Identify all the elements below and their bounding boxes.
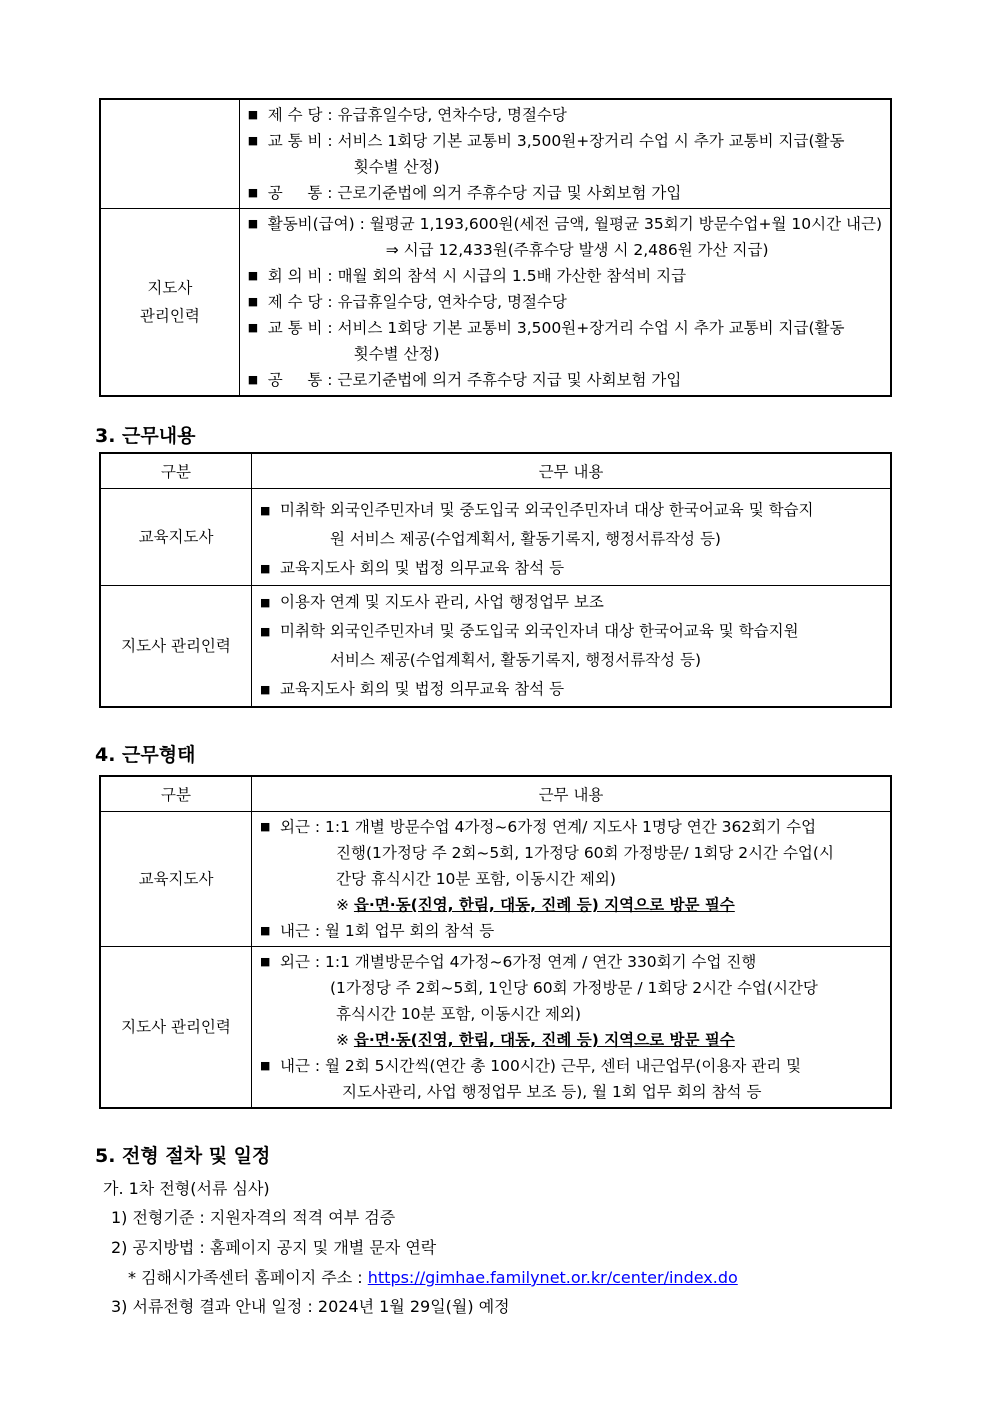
list-item-continued: 휴식시간 10분 포함, 이동시간 제외) bbox=[336, 1005, 582, 1023]
list-item-continued bbox=[260, 892, 882, 918]
work-type-table bbox=[99, 775, 892, 1109]
table-row bbox=[100, 812, 891, 947]
row-label: 지도사 관리인력 bbox=[100, 947, 252, 1109]
homepage-link[interactable]: https://gimhae.familynet.or.kr/center/index.do bbox=[367, 1268, 738, 1287]
homepage-note-label: * 김해시가족센터 홈페이지 주소 : bbox=[128, 1268, 368, 1287]
list-item: ■ 외근 : 1:1 개별방문수업 4가정~6가정 연계 / 연간 330회기 수업 진행 bbox=[260, 949, 882, 975]
list-item: ■ 미취학 외국인주민자녀 및 중도입국 외국인주민자녀 대상 한국어교육 및 학습지 bbox=[260, 496, 882, 525]
content-cell bbox=[252, 947, 892, 1109]
content-cell bbox=[252, 489, 892, 586]
list-item-continued: 지도사관리, 사업 행정업무 보조 등), 월 1회 업무 회의 참석 등 bbox=[342, 1083, 762, 1101]
benefits-table bbox=[99, 98, 892, 397]
note-mark: ※ bbox=[336, 896, 354, 914]
list-item: 1) 전형기준 : 지원자격의 적격 여부 검증 bbox=[111, 1208, 396, 1227]
list-item-continued: (1가정당 주 2회~5회, 1인당 60회 가정방문 / 1회당 2시간 수업(시간당 bbox=[330, 979, 818, 997]
underlined-note: 읍·면·동(진영, 한림, 대동, 진례 등) 지역으로 방문 필수 bbox=[353, 896, 735, 914]
table-header-row bbox=[100, 776, 891, 812]
list-item: ■ 교육지도사 회의 및 법정 의무교육 참석 등 bbox=[260, 554, 882, 583]
list-item: ■ 회 의 비 : 매월 회의 참석 시 시급의 1.5배 가산한 참석비 지급 bbox=[248, 263, 882, 289]
list-item-continued bbox=[260, 1027, 882, 1053]
table-row bbox=[100, 586, 891, 708]
list-item: ■ 미취학 외국인주민자녀 및 중도입국 외국인자녀 대상 한국어교육 및 학습지원 bbox=[260, 617, 882, 646]
list-item: ■ 제 수 당 : 유급휴일수당, 연차수당, 명절수당 bbox=[248, 102, 882, 128]
row-label-line: 관리인력 bbox=[139, 307, 200, 325]
list-item-continued: ⇒ 시급 12,433원(주휴수당 발생 시 2,486원 가산 지급) bbox=[385, 241, 769, 259]
table-row bbox=[100, 99, 891, 209]
subsection-heading: 가. 1차 전형(서류 심사) bbox=[103, 1179, 270, 1198]
column-header: 근무 내용 bbox=[252, 776, 892, 812]
list-item-continued: 횟수별 산정) bbox=[353, 345, 440, 363]
benefits-content-cell bbox=[239, 99, 891, 209]
list-item-continued: 간당 휴식시간 10분 포함, 이동시간 제외) bbox=[336, 870, 616, 888]
list-item: ■ 이용자 연계 및 지도사 관리, 사업 행정업무 보조 bbox=[260, 588, 882, 617]
list-item-continued: 서비스 제공(수업계획서, 활동기록지, 행정서류작성 등) bbox=[330, 651, 702, 669]
row-label: 지도사 관리인력 bbox=[100, 586, 252, 708]
empty-label-cell bbox=[100, 99, 239, 209]
manager-pay-content-cell bbox=[239, 209, 891, 397]
column-header: 근무 내용 bbox=[252, 453, 892, 489]
table-header-row bbox=[100, 453, 891, 489]
list-item: ■ 공 통 : 근로기준법에 의거 주휴수당 지급 및 사회보험 가입 bbox=[248, 367, 882, 393]
list-item: ■ 공 통 : 근로기준법에 의거 주휴수당 지급 및 사회보험 가입 bbox=[248, 180, 882, 206]
content-cell bbox=[252, 586, 892, 708]
column-header: 구분 bbox=[100, 453, 252, 489]
row-label bbox=[100, 209, 239, 397]
row-label: 교육지도사 bbox=[100, 489, 252, 586]
table-row bbox=[100, 209, 891, 397]
list-item: ■ 내근 : 월 2회 5시간씩(연간 총 100시간) 근무, 센터 내근업무(이용자 관리 및 bbox=[260, 1053, 882, 1079]
list-item-continued: 원 서비스 제공(수업계획서, 활동기록지, 행정서류작성 등) bbox=[330, 529, 721, 548]
list-item-continued: 횟수별 산정) bbox=[353, 158, 440, 176]
row-label: 교육지도사 bbox=[100, 812, 252, 947]
section-title: 5. 전형 절차 및 일정 bbox=[95, 1145, 271, 1167]
list-item: ■ 내근 : 월 1회 업무 회의 참석 등 bbox=[260, 918, 882, 944]
row-label-line: 지도사 bbox=[147, 279, 193, 297]
column-header: 구분 bbox=[100, 776, 252, 812]
content-cell bbox=[252, 812, 892, 947]
section-title: 3. 근무내용 bbox=[95, 425, 196, 447]
list-item: ■ 제 수 당 : 유급휴일수당, 연차수당, 명절수당 bbox=[248, 289, 882, 315]
list-item: ■ 교육지도사 회의 및 법정 의무교육 참석 등 bbox=[260, 675, 882, 704]
work-content-table bbox=[99, 452, 892, 708]
list-item: 3) 서류전형 결과 안내 일정 : 2024년 1월 29일(월) 예정 bbox=[111, 1297, 510, 1316]
list-item: ■ 교 통 비 : 서비스 1회당 기본 교통비 3,500원+장거리 수업 시 추가 교통비 지급(활동 bbox=[248, 128, 882, 154]
underlined-note: 읍·면·동(진영, 한림, 대동, 진례 등) 지역으로 방문 필수 bbox=[353, 1031, 735, 1049]
list-item: ■ 활동비(급여) : 월평균 1,193,600원(세전 금액, 월평균 35회기 방문수업+월 10시간 내근) bbox=[248, 211, 882, 237]
section-title: 4. 근무형태 bbox=[95, 744, 196, 766]
list-item: 2) 공지방법 : 홈페이지 공지 및 개별 문자 연락 bbox=[111, 1238, 437, 1257]
note-mark: ※ bbox=[336, 1031, 354, 1049]
list-item: ■ 교 통 비 : 서비스 1회당 기본 교통비 3,500원+장거리 수업 시 추가 교통비 지급(활동 bbox=[248, 315, 882, 341]
homepage-note bbox=[128, 1265, 738, 1288]
table-row bbox=[100, 947, 891, 1109]
list-item-continued: 진행(1가정당 주 2회~5회, 1가정당 60회 가정방문/ 1회당 2시간 수업(시 bbox=[336, 844, 834, 862]
table-row bbox=[100, 489, 891, 586]
list-item: ■ 외근 : 1:1 개별 방문수업 4가정~6가정 연계/ 지도사 1명당 연간 362회기 수업 bbox=[260, 814, 882, 840]
